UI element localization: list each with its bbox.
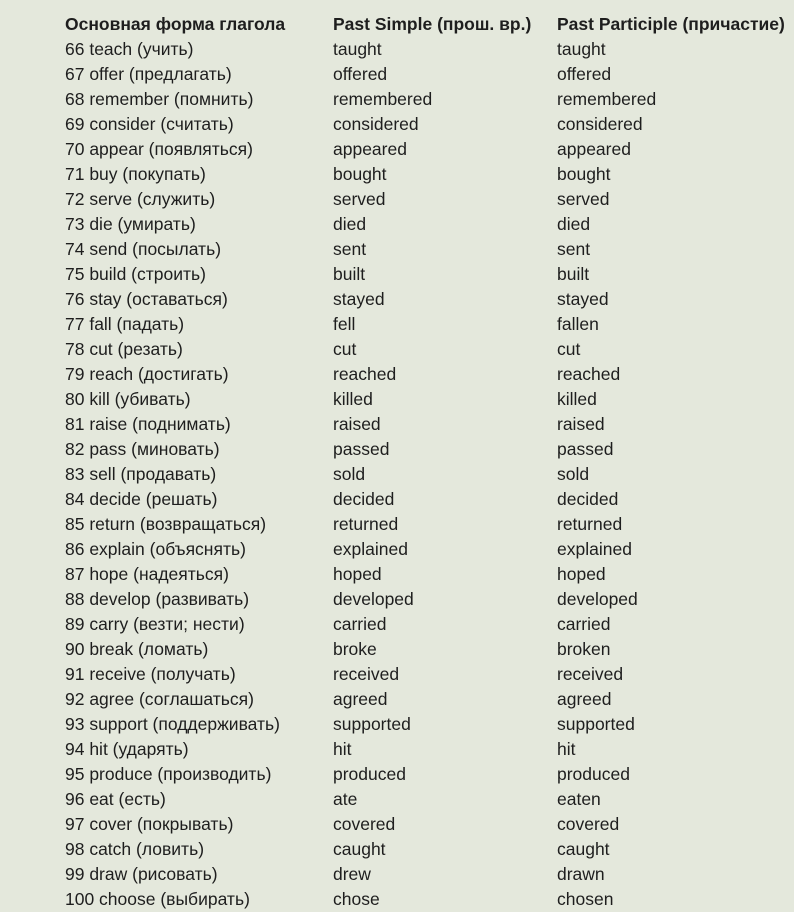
table-row [0, 212, 794, 237]
table-row [0, 187, 794, 212]
cell-past-participle: received [557, 664, 624, 684]
cell-past-simple: died [333, 214, 367, 234]
header-base-form: Основная форма глагола [65, 14, 286, 34]
cell-base-form: 68 remember (помнить) [65, 89, 254, 109]
cell-past-participle: hit [557, 739, 576, 759]
cell-past-participle: developed [557, 589, 638, 609]
cell-past-simple: returned [333, 514, 399, 534]
table-row [0, 162, 794, 187]
cell-base-form: 72 serve (служить) [65, 189, 216, 209]
cell-past-simple: bought [333, 164, 387, 184]
table-row [0, 812, 794, 837]
cell-past-participle: hoped [557, 564, 606, 584]
cell-past-participle: reached [557, 364, 621, 384]
cell-past-participle: killed [557, 389, 597, 409]
cell-past-simple: received [333, 664, 400, 684]
cell-past-simple: produced [333, 764, 406, 784]
cell-past-simple: caught [333, 839, 386, 859]
cell-past-simple: considered [333, 114, 419, 134]
cell-past-participle: supported [557, 714, 635, 734]
cell-past-simple: reached [333, 364, 397, 384]
cell-past-simple: agreed [333, 689, 388, 709]
cell-base-form: 66 teach (учить) [65, 39, 194, 59]
cell-base-form: 88 develop (развивать) [65, 589, 250, 609]
table-row [0, 62, 794, 87]
table-row [0, 487, 794, 512]
table-row [0, 337, 794, 362]
cell-base-form: 96 eat (есть) [65, 789, 166, 809]
cell-base-form: 80 kill (убивать) [65, 389, 191, 409]
table-row [0, 412, 794, 437]
table-row [0, 237, 794, 262]
cell-past-participle: chosen [557, 889, 614, 909]
cell-base-form: 77 fall (падать) [65, 314, 185, 334]
cell-past-participle: appeared [557, 139, 631, 159]
cell-base-form: 71 buy (покупать) [65, 164, 206, 184]
cell-past-simple: decided [333, 489, 395, 509]
cell-past-participle: eaten [557, 789, 601, 809]
table-row [0, 387, 794, 412]
cell-past-simple: raised [333, 414, 381, 434]
cell-past-simple: supported [333, 714, 411, 734]
table-row [0, 787, 794, 812]
cell-base-form: 70 appear (появляться) [65, 139, 253, 159]
cell-base-form: 94 hit (ударять) [65, 739, 189, 759]
cell-past-simple: chose [333, 889, 380, 909]
cell-past-participle: sold [557, 464, 590, 484]
cell-past-participle: sent [557, 239, 591, 259]
cell-base-form: 92 agree (соглашаться) [65, 689, 254, 709]
cell-past-simple: served [333, 189, 386, 209]
cell-past-simple: sent [333, 239, 367, 259]
cell-base-form: 97 cover (покрывать) [65, 814, 234, 834]
cell-base-form: 84 decide (решать) [65, 489, 218, 509]
cell-past-simple: appeared [333, 139, 407, 159]
table-row [0, 712, 794, 737]
table-row [0, 637, 794, 662]
cell-base-form: 81 raise (поднимать) [65, 414, 231, 434]
cell-past-simple: built [333, 264, 366, 284]
cell-past-participle: produced [557, 764, 630, 784]
cell-past-simple: sold [333, 464, 366, 484]
cell-base-form: 100 choose (выбирать) [65, 889, 250, 909]
cell-past-simple: offered [333, 64, 388, 84]
cell-past-participle: decided [557, 489, 619, 509]
cell-past-participle: offered [557, 64, 612, 84]
cell-past-participle: caught [557, 839, 610, 859]
table-header [0, 12, 794, 37]
cell-base-form: 89 carry (везти; нести) [65, 614, 245, 634]
cell-past-participle: broken [557, 639, 611, 659]
cell-base-form: 73 die (умирать) [65, 214, 196, 234]
table-row [0, 512, 794, 537]
cell-base-form: 78 cut (резать) [65, 339, 183, 359]
cell-base-form: 98 catch (ловить) [65, 839, 205, 859]
cell-past-simple: hit [333, 739, 352, 759]
cell-past-participle: stayed [557, 289, 609, 309]
cell-base-form: 79 reach (достигать) [65, 364, 229, 384]
cell-past-participle: served [557, 189, 610, 209]
table-row [0, 312, 794, 337]
cell-past-simple: developed [333, 589, 414, 609]
table-row [0, 112, 794, 137]
table-body [0, 37, 794, 912]
table-row [0, 87, 794, 112]
table-row [0, 837, 794, 862]
cell-base-form: 69 consider (считать) [65, 114, 234, 134]
table-row [0, 362, 794, 387]
table-row [0, 587, 794, 612]
cell-past-simple: stayed [333, 289, 385, 309]
table-row [0, 537, 794, 562]
cell-past-participle: returned [557, 514, 623, 534]
table-row [0, 687, 794, 712]
table-row [0, 662, 794, 687]
cell-base-form: 90 break (ломать) [65, 639, 209, 659]
cell-past-simple: cut [333, 339, 357, 359]
cell-past-simple: hoped [333, 564, 382, 584]
cell-past-simple: passed [333, 439, 390, 459]
cell-base-form: 74 send (посылать) [65, 239, 222, 259]
cell-past-participle: built [557, 264, 590, 284]
cell-past-participle: raised [557, 414, 605, 434]
table-row [0, 37, 794, 62]
cell-past-participle: taught [557, 39, 606, 59]
cell-past-simple: explained [333, 539, 408, 559]
cell-past-simple: remembered [333, 89, 433, 109]
cell-base-form: 76 stay (оставаться) [65, 289, 228, 309]
cell-past-simple: fell [333, 314, 356, 334]
cell-base-form: 86 explain (объяснять) [65, 539, 246, 559]
header-past-simple: Past Simple (прош. вр.) [333, 14, 532, 34]
cell-past-participle: explained [557, 539, 632, 559]
cell-base-form: 85 return (возвращаться) [65, 514, 267, 534]
table-row [0, 762, 794, 787]
table-row [0, 887, 794, 912]
cell-past-simple: killed [333, 389, 373, 409]
cell-past-simple: ate [333, 789, 358, 809]
cell-past-participle: passed [557, 439, 614, 459]
table-row [0, 737, 794, 762]
cell-past-simple: drew [333, 864, 371, 884]
table-row [0, 262, 794, 287]
cell-base-form: 83 sell (продавать) [65, 464, 217, 484]
cell-base-form: 91 receive (получать) [65, 664, 236, 684]
cell-past-participle: bought [557, 164, 611, 184]
cell-base-form: 87 hope (надеяться) [65, 564, 229, 584]
cell-base-form: 93 support (поддерживать) [65, 714, 280, 734]
table-row [0, 462, 794, 487]
cell-base-form: 95 produce (производить) [65, 764, 272, 784]
cell-base-form: 67 offer (предлагать) [65, 64, 232, 84]
cell-past-participle: drawn [557, 864, 605, 884]
table-row [0, 562, 794, 587]
cell-past-simple: covered [333, 814, 396, 834]
cell-past-simple: taught [333, 39, 382, 59]
cell-past-participle: covered [557, 814, 620, 834]
cell-past-simple: broke [333, 639, 377, 659]
cell-base-form: 82 pass (миновать) [65, 439, 220, 459]
cell-past-participle: fallen [557, 314, 599, 334]
cell-past-participle: agreed [557, 689, 612, 709]
header-past-participle: Past Participle (причастие) [557, 14, 785, 34]
cell-base-form: 99 draw (рисовать) [65, 864, 218, 884]
table-row [0, 862, 794, 887]
table-row [0, 287, 794, 312]
cell-past-simple: carried [333, 614, 387, 634]
cell-past-participle: died [557, 214, 591, 234]
cell-past-participle: cut [557, 339, 581, 359]
table-row [0, 612, 794, 637]
table-row [0, 437, 794, 462]
cell-past-participle: carried [557, 614, 611, 634]
cell-past-participle: considered [557, 114, 643, 134]
cell-base-form: 75 build (строить) [65, 264, 206, 284]
cell-past-participle: remembered [557, 89, 657, 109]
table-row [0, 137, 794, 162]
